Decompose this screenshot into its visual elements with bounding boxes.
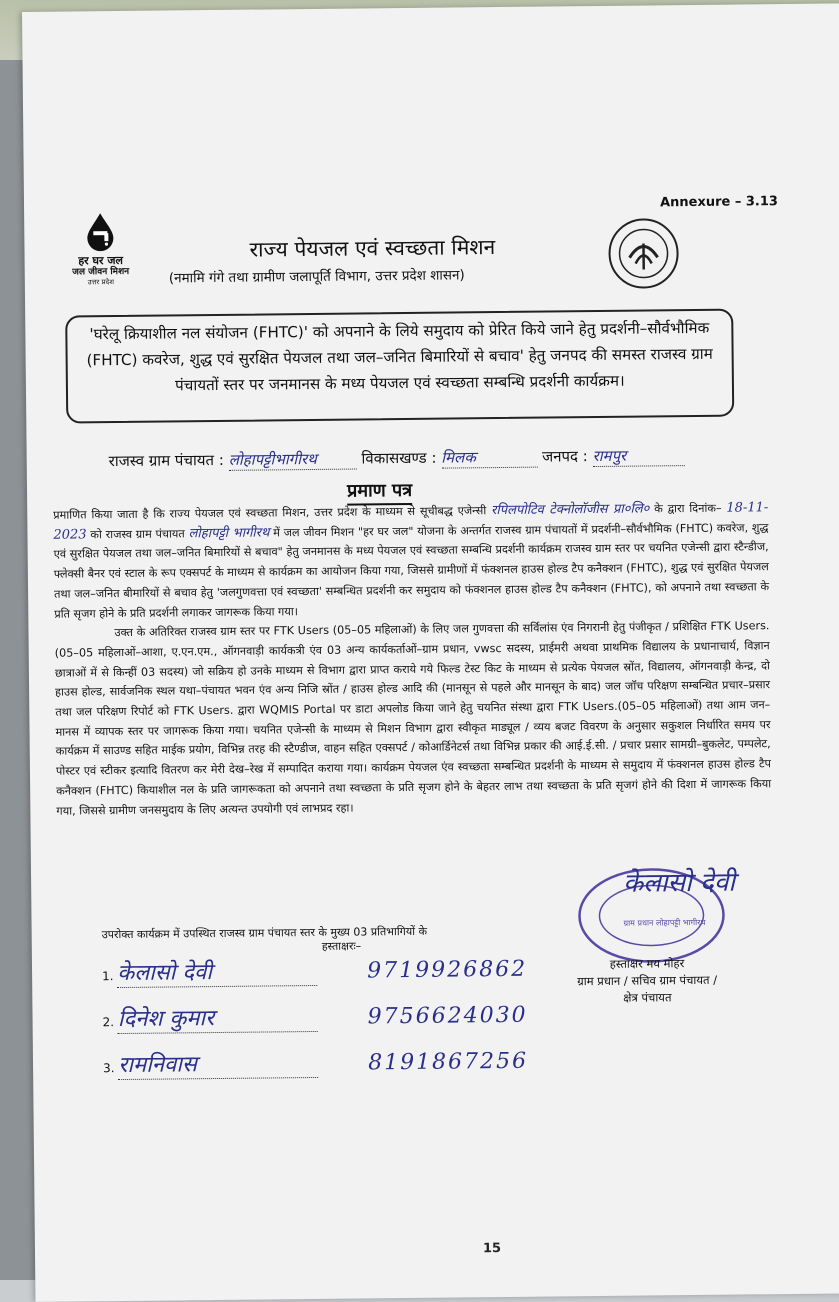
paragraph-1-part-b: के द्वारा दिनांक–	[654, 501, 722, 516]
annexure-label: Annexure – 3.13	[659, 194, 778, 211]
designation-line-3: क्षेत्र पंचायत	[623, 990, 672, 1005]
signature-row	[102, 953, 527, 988]
certificate-body	[53, 498, 771, 821]
event-date: 18-11-2023	[53, 500, 769, 543]
signature-number: 1.	[102, 969, 114, 984]
designation-line-1: हस्ताक्षर मय मोहर	[609, 956, 685, 971]
program-description-box: 'घरेलू क्रियाशील नल संयोजन (FHTC)' को अपनाने के लिये समुदाय को प्रेरित किये जाने हेतु प्रदर्शनी–सौर्वभौमिक (FHTC) कवरेज, शुद्ध एवं सुरक्षित पेयजल तथा जल–जनित बिमारियों से बचाव' हेतु जनपद की समस्त राजस्व ग्राम पंचायतों स्तर पर जनमानस के मध्य पेयजल एवं स्वच्छता सम्बन्धि प्रदर्शनी कार्यक्रम।	[65, 309, 734, 424]
up-government-seal-icon	[607, 217, 680, 290]
signature-intro: उपरोक्त कार्यक्रम में उपस्थित राजस्व ग्राम पंचायत स्तर के मुख्य 03 प्रतिभागियों के	[101, 924, 428, 942]
paragraph-2: उक्त के अतिरिक्त राजस्व ग्राम स्तर पर FTK Users (05–05 महिलाओं) के लिए जल गुणवत्ता की सर्विलांस एंव निगरानी हेतु पंजीकृत / प्रशिक्षित FTK Users.(05–05 महिलाओं–आशा, ए.एन.एम., ऑगनवाड़ी कार्यकत्री एंव 03 अन्य कार्यकर्ताओं–ग्राम प्रधान, vwsc सदस्य, प्राईमरी अथवा प्राथमिक विद्यालय के प्रधानाचार्य, विज्ञान छात्राओं में से किन्हीं 03 सदस्य) जो सक्रिय हो उनके माध्यम से विभाग द्वारा प्राप्त कराये गये फिल्ड टेस्ट किट के माध्यम से प्रत्येक पेयजल स्रोंत, विद्यालय, ऑगनवाड़ी केन्द्र, दो हाउस होल्ड, सार्वजनिक स्थल यथा–पंचायत भवन एंव अन्य निजि स्रोंत / हाउस होल्ड आदि की (मानसून से पहले और मानसून के बाद) जल जॉच परिक्षण सम्बन्धित प्रचार–प्रसार तथा जल परिक्षण रिपोर्ट को FTK Users. द्वारा WQMIS Portal पर डाटा अपलोड किया जाने हेतु चयनित संस्था द्वारा FTK Users.(05–05 महिलाओं) तथा आम जन–मानस में व्यापक स्तर पर जागरूक किया गया। चयनित एजेन्सी के माध्यम से मिशन विभाग द्वारा स्वीकृत माड्यूल / व्यय बजट विवरण के अनुसार सकुशल निर्धारित समय पर कार्यक्रम में साउण्ड सहित माईक प्रयोग, विभिन्न तरह की स्टैण्डीज, वाहन सहित एक्सपर्ट / कोआर्डिनेटर्स तथा विभिन्न प्रकार की आई.ई.सी. / प्रचार प्रसार सामग्री–बुकलेट, पम्पलेट, पोस्टर एवं स्टीकर इत्यादि वितरण कर मेरी देख–रेख में सम्पादित कराया गया। कार्यक्रम पेयजल एंव स्वच्छता सम्बन्धित प्रदर्शनी के माध्यम से समुदाय में फंक्शनल हाउस होल्ड टैप कनैक्शन (FHTC) कियाशील नल के प्रति जागरूकता को अपनाने तथा स्वच्छता के प्रति सृजग होने के बेहतर लाभ तथा स्वच्छता के प्रति सृजगं होने की दिशा में जागरूक किया गया, जिससे ग्रामीण जनसमुदाय के लिए अत्यन्त उपयोगी एवं लाभप्रद रहा।	[54, 619, 772, 818]
participant-phone: 8191867256	[368, 1048, 529, 1076]
location-fields	[109, 445, 685, 472]
document-page	[22, 3, 839, 1302]
har-ghar-jal-logo	[60, 211, 141, 288]
participant-signature: केलासो देवी	[117, 955, 317, 988]
signature-number: 3.	[102, 1061, 115, 1076]
agency-name: रपिलपोटिव टेक्नोलॉजीस प्रा०लि०	[490, 501, 650, 519]
page-subtitle: (नमामि गंगे तथा ग्रामीण जलापूर्ति विभाग, उत्तर प्रदेश शासन)	[168, 267, 465, 287]
logo-line-1: हर घर जल	[78, 253, 123, 268]
water-drop-tap-icon	[83, 211, 117, 251]
participant-signature: रामनिवास	[118, 1047, 318, 1080]
gram-panchayat-value: लोहापट्टीभागीरथ	[228, 449, 317, 469]
page-title: राज्य पेयजल एवं स्वच्छता मिशन	[249, 235, 496, 262]
pradhan-signature: केलासो देवी	[623, 867, 736, 899]
certificate-heading: प्रमाण पत्र	[347, 478, 412, 506]
signature-number: 2.	[102, 1015, 115, 1030]
district-value: रामपुर	[592, 446, 627, 466]
signature-row	[102, 999, 527, 1034]
district-label: जनपद :	[541, 447, 588, 466]
page-number: 15	[482, 1241, 502, 1257]
block-value: मिलक	[441, 448, 476, 467]
paragraph-1-part-a: प्रमाणित किया जाता है कि राज्य पेयजल एवं स्वच्छता मिशन, उत्तर प्रदेश के माध्यम से सूचीबद्ध एजेन्सी	[53, 504, 487, 522]
participant-phone: 9719926862	[367, 956, 528, 984]
block-label: विकासखण्ड :	[361, 448, 437, 468]
panchayat-name-inline: लोहापट्टी भागीरथ	[188, 525, 270, 541]
signature-row	[103, 1045, 528, 1080]
participant-phone: 9756624030	[367, 1002, 528, 1030]
stamp-text: ग्राम प्रधान लोहापट्टी भागीरथ	[623, 917, 706, 928]
logo-line-2: जल जीवन मिशन	[72, 266, 130, 278]
signature-column-head: हस्ताक्षरः–	[321, 939, 362, 953]
logo-line-3: उत्तर प्रदेश	[87, 278, 114, 287]
designation-block	[557, 955, 738, 1008]
paragraph-1-part-d: में जल जीवन मिशन "हर घर जल" योजना के अन्तर्गत राजस्व ग्राम पंचायतों में प्रदर्शनी–सौर्वभौमिक (FHTC) कवरेज, शुद्ध एवं सुरक्षित पेयजल तथा जल–जनित बिमारियों से बचाव" हेतु जनमानस के मध्य पेयजल एवं स्वच्छता सम्बन्धि प्रदर्शनी कार्यक्रम राजस्व ग्राम स्तर पर चयनित एजेन्सी द्वारा स्टैन्डीज, फ्लेक्सी बैनर एवं स्टाल के रूप एक्सपर्ट के माध्यम से कार्यक्रम का आयोजन किया गया, जिससे ग्रामीणों में फंक्शनल हाउस होल्ड टैप कनैक्शन (FHTC), शुद्ध एवं सुरक्षित पेयजल तथा जल–जनित बीमारियों से बचाव हेतु 'जलगुणवत्ता एवं स्वच्छता' सम्बन्धित प्रदर्शनी कर समुदाय को फंक्शनल हाउस होल्ड टैप कनैक्शन (FHTC), को अपनाने तथा स्वच्छता के प्रति सृजग होने के प्रति प्रदर्शनी लगाकर जागरूक किया गया।	[53, 520, 770, 621]
participant-signature: दिनेश कुमार	[118, 1001, 318, 1034]
gram-panchayat-label: राजस्व ग्राम पंचायत :	[108, 450, 224, 471]
paragraph-1-part-c: को राजस्व ग्राम पंचायत	[90, 527, 185, 542]
designation-line-2: ग्राम प्रधान / सचिव ग्राम पंचायत /	[577, 972, 718, 989]
